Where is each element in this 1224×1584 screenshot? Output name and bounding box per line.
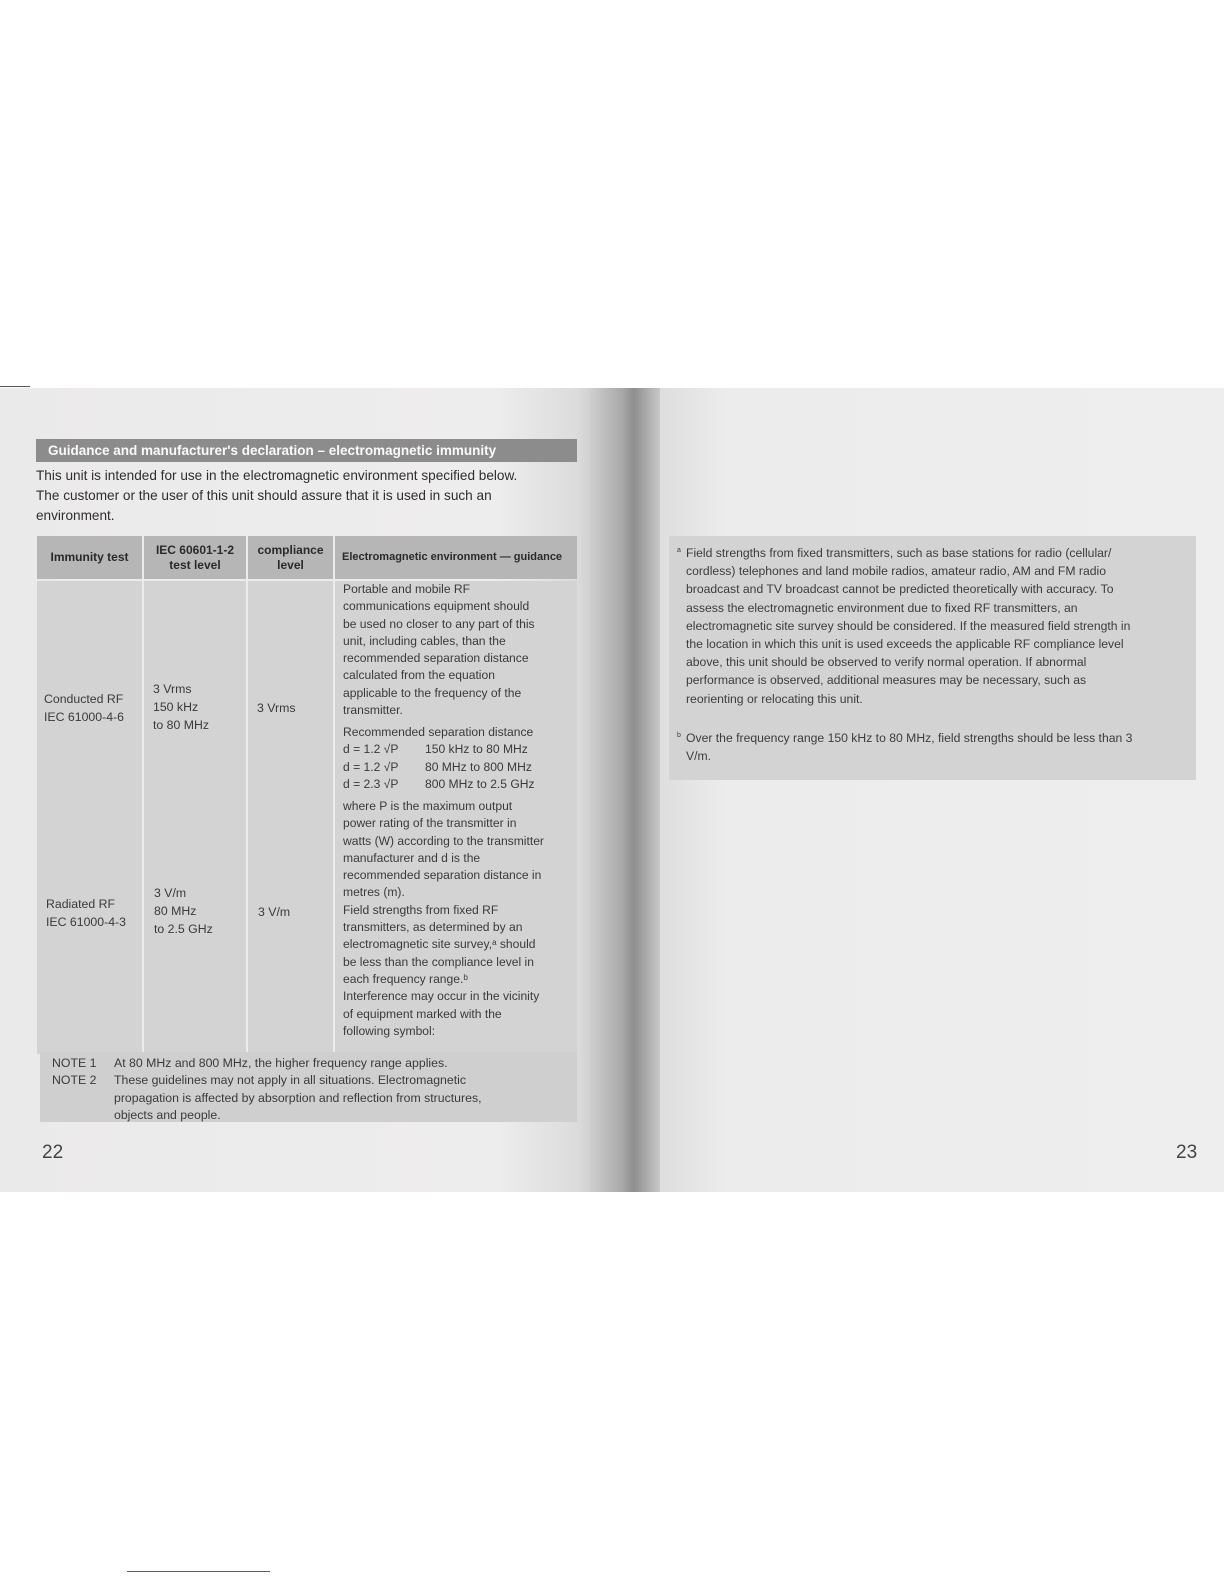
footnote-a bbox=[677, 544, 1186, 708]
level-line: 150 kHz bbox=[153, 700, 199, 714]
formula-row bbox=[343, 759, 575, 776]
footnote-line: V/m. bbox=[686, 749, 712, 764]
row-conducted-test bbox=[44, 690, 124, 726]
footnote-b bbox=[677, 729, 1186, 765]
guidance-line: metres (m). bbox=[343, 885, 405, 900]
formula-range: 150 kHz to 80 MHz bbox=[425, 742, 528, 757]
guidance-line: manufacturer and d is the bbox=[343, 850, 481, 865]
guidance-paragraph-2 bbox=[343, 798, 575, 1040]
guidance-column bbox=[335, 536, 577, 1054]
compliance-column bbox=[248, 536, 333, 1054]
right-page bbox=[660, 388, 1224, 1192]
row-radiated-test bbox=[46, 895, 126, 931]
footnote-line: Field strengths from fixed transmitters, such as base stations for radio (cellular/ bbox=[686, 546, 1112, 560]
guidance-line: electromagnetic site survey,ᵃ should bbox=[343, 937, 536, 952]
footnote-line: broadcast and TV broadcast cannot be predicted theoretically with accuracy. To bbox=[686, 582, 1114, 597]
level-line: 3 V/m bbox=[154, 886, 187, 900]
test-standard: IEC 61000-4-3 bbox=[46, 915, 126, 929]
guidance-line: communications equipment should bbox=[343, 599, 530, 614]
guidance-line: calculated from the equation bbox=[343, 668, 495, 683]
header-line: IEC 60601-1-2 bbox=[155, 542, 235, 557]
intro-line: The customer or the user of this unit should assure that it is used in such an bbox=[36, 488, 492, 503]
formula-range: 800 MHz to 2.5 GHz bbox=[425, 776, 535, 791]
intro-line: environment. bbox=[36, 508, 115, 523]
guidance-line: following symbol: bbox=[343, 1023, 436, 1038]
footnote-line: reorienting or relocating this unit. bbox=[686, 691, 863, 706]
note-2 bbox=[52, 1072, 544, 1125]
footnote-line: assess the electromagnetic environment due to fixed RF transmitters, an bbox=[686, 600, 1078, 615]
test-level-column bbox=[144, 536, 246, 1054]
footnote-line: Over the frequency range 150 kHz to 80 MHz, field strengths should be less than 3 bbox=[686, 731, 1133, 745]
footnote-line: above, this unit should be observed to verify normal operation. If abnormal bbox=[686, 655, 1087, 670]
note-label: NOTE 2 bbox=[52, 1073, 97, 1087]
page-number-left: 22 bbox=[42, 1142, 64, 1163]
formula-equation: d = 1.2 √P bbox=[343, 742, 399, 757]
section-title: Guidance and manufacturer's declaration – electromagnetic immunity bbox=[36, 439, 577, 462]
guidance-line: applicable to the frequency of the bbox=[343, 685, 522, 700]
guidance-paragraph-1 bbox=[343, 581, 575, 719]
row-radiated-level bbox=[154, 884, 213, 938]
guidance-line: unit, including cables, than the bbox=[343, 633, 506, 648]
separation-distance-block bbox=[343, 724, 575, 793]
level-line: 3 Vrms bbox=[153, 682, 192, 696]
level-line: to 2.5 GHz bbox=[154, 922, 213, 936]
header-line: level bbox=[277, 557, 304, 572]
intro-line: This unit is intended for use in the electromagnetic environment specified below. bbox=[36, 468, 518, 483]
footnotes-box bbox=[669, 536, 1196, 780]
immunity-test-column bbox=[37, 536, 142, 1054]
test-standard: IEC 61000-4-6 bbox=[44, 710, 124, 724]
guidance-line: be used no closer to any part of this bbox=[343, 616, 535, 631]
guidance-cell bbox=[335, 581, 577, 1054]
note-line: objects and people. bbox=[114, 1108, 221, 1122]
row-radiated-compliance: 3 V/m bbox=[258, 905, 291, 919]
bottom-rule bbox=[127, 1571, 270, 1572]
book-gutter bbox=[590, 388, 670, 1192]
note-line: These guidelines may not apply in all situations. Electromagnetic bbox=[114, 1073, 467, 1087]
guidance-line: power rating of the transmitter in bbox=[343, 816, 517, 831]
formula-equation: d = 2.3 √P bbox=[343, 776, 399, 791]
level-line: 80 MHz bbox=[154, 904, 197, 918]
guidance-line: be less than the compliance level in bbox=[343, 954, 534, 969]
note-text bbox=[114, 1072, 544, 1125]
level-line: to 80 MHz bbox=[153, 718, 210, 732]
guidance-line: each frequency range.ᵇ bbox=[343, 971, 468, 986]
note-text: At 80 MHz and 800 MHz, the higher frequency range applies. bbox=[114, 1056, 448, 1070]
formula-row bbox=[343, 776, 575, 793]
footnote-line: cordless) telephones and land mobile radios, amateur radio, AM and FM radio bbox=[686, 564, 1107, 579]
header-guidance: Electromagnetic environment — guidance bbox=[335, 536, 577, 579]
note-1 bbox=[52, 1055, 544, 1073]
guidance-line: watts (W) according to the transmitter bbox=[343, 833, 544, 848]
guidance-line: recommended separation distance bbox=[343, 651, 529, 666]
booklet-spread bbox=[0, 388, 1224, 1192]
header-test-level bbox=[144, 536, 246, 579]
separation-heading: Recommended separation distance bbox=[343, 725, 534, 739]
immunity-table bbox=[37, 536, 577, 1054]
formula-range: 80 MHz to 800 MHz bbox=[425, 759, 532, 774]
guidance-line: transmitters, as determined by an bbox=[343, 920, 523, 935]
intro-paragraph bbox=[36, 466, 596, 526]
footnote-line: the location in which this unit is used exceeds the applicable RF compliance level bbox=[686, 637, 1124, 652]
formula-equation: d = 1.2 √P bbox=[343, 759, 399, 774]
guidance-line: where P is the maximum output bbox=[343, 799, 513, 813]
test-level-cells bbox=[144, 581, 246, 1054]
header-immunity-test: Immunity test bbox=[37, 536, 142, 579]
header-line: compliance bbox=[257, 542, 324, 557]
guidance-line: recommended separation distance in bbox=[343, 868, 542, 883]
row-conducted-compliance: 3 Vrms bbox=[257, 701, 296, 715]
guidance-line: of equipment marked with the bbox=[343, 1006, 502, 1021]
guidance-line: Interference may occur in the vicinity bbox=[343, 989, 540, 1004]
compliance-cells bbox=[248, 581, 333, 1054]
top-rule bbox=[0, 386, 30, 387]
header-line: test level bbox=[169, 557, 221, 572]
footnote-line: electromagnetic site survey should be considered. If the measured field strength in bbox=[686, 618, 1131, 633]
notes-box bbox=[40, 1052, 577, 1122]
header-compliance bbox=[248, 536, 333, 579]
note-label: NOTE 1 bbox=[52, 1056, 97, 1070]
test-name: Radiated RF bbox=[46, 897, 116, 911]
guidance-line: Portable and mobile RF bbox=[343, 582, 471, 596]
guidance-line: transmitter. bbox=[343, 703, 403, 718]
immunity-test-cells bbox=[37, 581, 142, 1054]
footnote-line: performance is observed, additional measures may be necessary, such as bbox=[686, 673, 1087, 688]
left-page bbox=[0, 388, 620, 1192]
note-line: propagation is affected by absorption and reflection from structures, bbox=[114, 1090, 482, 1105]
footnote-marker: b bbox=[677, 732, 681, 739]
footnote-marker: a bbox=[677, 547, 681, 554]
page-number-right: 23 bbox=[1176, 1142, 1198, 1163]
row-conducted-level bbox=[153, 680, 209, 734]
guidance-line: Field strengths from fixed RF bbox=[343, 902, 499, 917]
test-name: Conducted RF bbox=[44, 692, 124, 706]
formula-row bbox=[343, 741, 575, 758]
